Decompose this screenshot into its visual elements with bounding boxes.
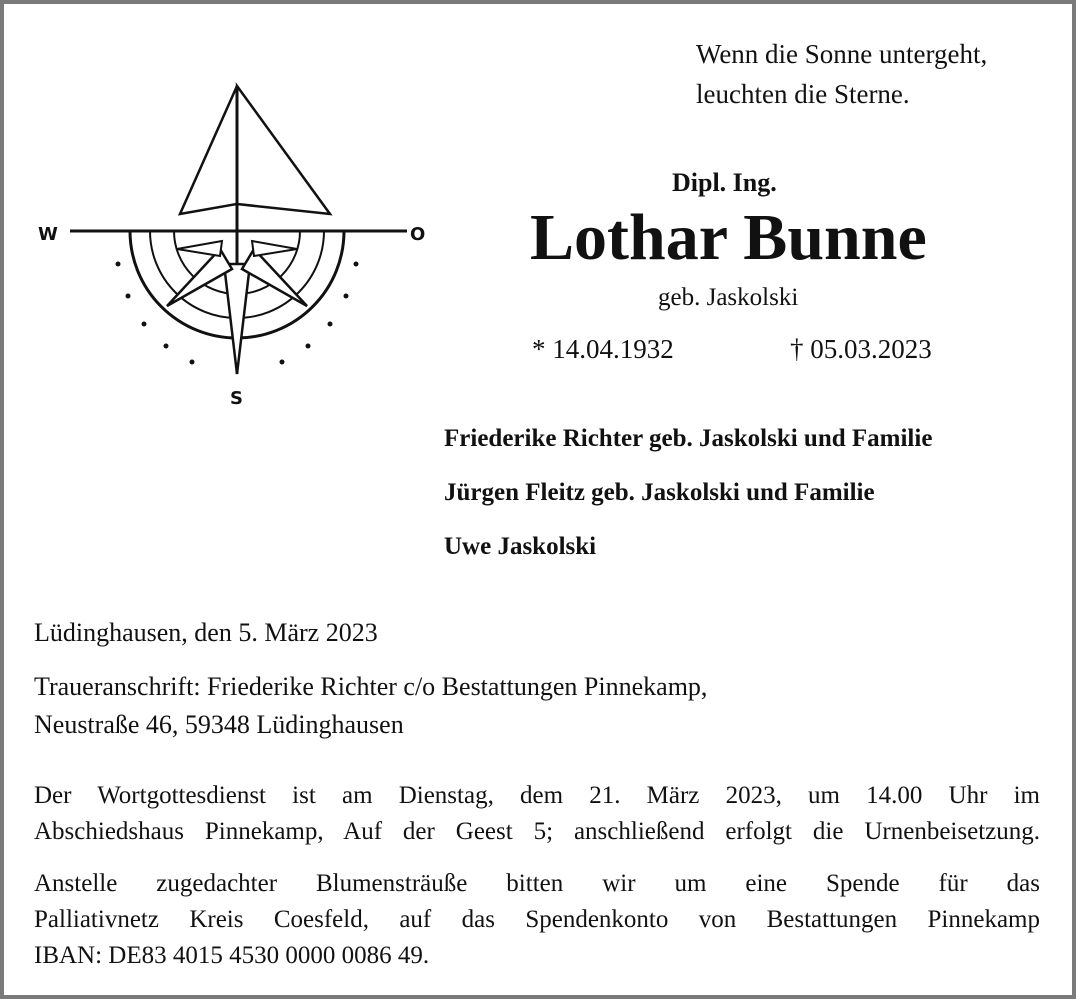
maiden-name: geb. Jaskolski xyxy=(658,284,799,311)
motto xyxy=(696,34,987,114)
motto-line-2: leuchten die Sterne. xyxy=(696,79,910,109)
mourner-1: Friederike Richter geb. Jaskolski und Familie xyxy=(444,425,933,452)
compass-rose-icon xyxy=(32,74,452,414)
donation-line-1: Anstelle zugedachter Blumensträuße bitten wir um eine Spende für das xyxy=(34,870,1040,897)
service-line-2: Abschiedshaus Pinnekamp, Auf der Geest 5; anschließend erfolgt die Urnenbeisetzung. xyxy=(34,818,1040,845)
address-line-2: Neustraße 46, 59348 Lüdinghausen xyxy=(34,710,404,739)
service-line-1: Der Wortgottesdienst ist am Dienstag, dem 21. März 2023, um 14.00 Uhr im xyxy=(34,782,1040,809)
academic-title: Dipl. Ing. xyxy=(672,168,777,197)
mourning-address xyxy=(34,668,707,744)
compass-east-label: O xyxy=(410,224,426,245)
deceased-name: Lothar Bunne xyxy=(530,201,927,274)
mourner-2: Jürgen Fleitz geb. Jaskolski und Familie xyxy=(444,479,875,506)
donation-iban: IBAN: DE83 4015 4530 0000 0086 49. xyxy=(34,942,430,969)
service-info xyxy=(34,778,1040,850)
place-and-date: Lüdinghausen, den 5. März 2023 xyxy=(34,618,378,647)
death-date: † 05.03.2023 xyxy=(790,334,932,364)
donation-info xyxy=(34,866,1040,974)
mourner-3: Uwe Jaskolski xyxy=(444,533,597,560)
donation-line-2: Palliativnetz Kreis Coesfeld, auf das Spendenkonto von Bestattungen Pinnekamp xyxy=(34,906,1040,933)
compass-west-label: W xyxy=(38,224,58,245)
address-line-1: Traueranschrift: Friederike Richter c/o Bestattungen Pinnekamp, xyxy=(34,672,708,701)
birth-date: * 14.04.1932 xyxy=(532,334,674,364)
motto-line-1: Wenn die Sonne untergeht, xyxy=(696,39,988,69)
compass-south-label: S xyxy=(230,388,243,409)
